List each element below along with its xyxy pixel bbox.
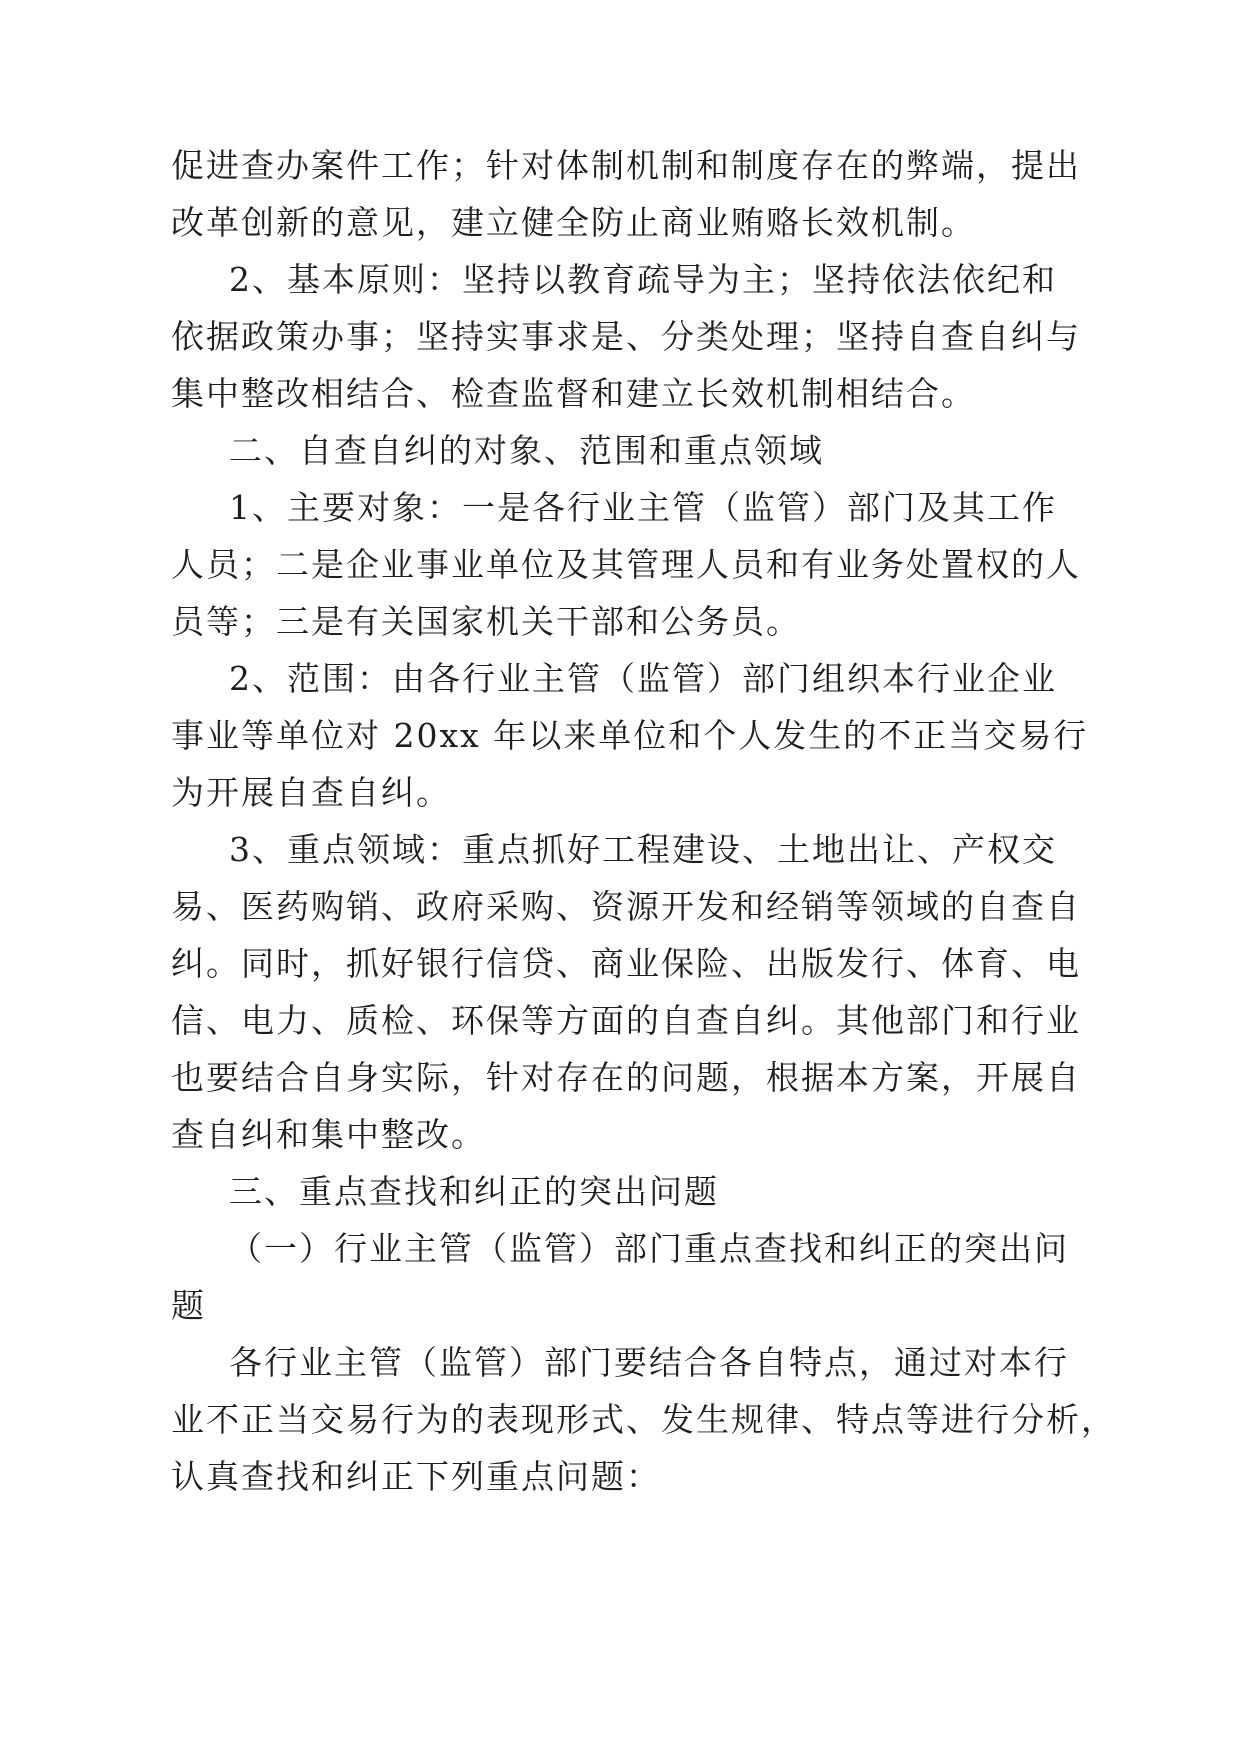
paragraph-line-17: 也要结合自身实际，针对存在的问题，根据本方案，开展自 — [171, 1058, 1081, 1097]
section-heading-3: 三、重点查找和纠正的突出问题 — [229, 1172, 719, 1211]
subsection-heading-1-cont: 题 — [171, 1286, 206, 1325]
paragraph-line-4: 依据政策办事；坚持实事求是、分类处理；坚持自查自纠与 — [171, 317, 1081, 356]
paragraph-line-12: 为开展自查自纠。 — [171, 773, 451, 812]
paragraph-line-11: 事业等单位对 20xx 年以来单位和个人发生的不正当交易行 — [171, 716, 1089, 755]
paragraph-line-3: 2、基本原则：坚持以教育疏导为主；坚持依法依纪和 — [229, 260, 1057, 299]
paragraph-line-13: 3、重点领域：重点抓好工程建设、土地出让、产权交 — [229, 830, 1057, 869]
paragraph-line-7: 1、主要对象：一是各行业主管（监管）部门及其工作 — [229, 488, 1057, 527]
paragraph-line-8: 人员；二是企业事业单位及其管理人员和有业务处置权的人 — [171, 545, 1081, 584]
section-heading-2: 二、自查自纠的对象、范围和重点领域 — [229, 431, 824, 470]
paragraph-line-10: 2、范围：由各行业主管（监管）部门组织本行业企业 — [229, 659, 1057, 698]
paragraph-line-9: 员等；三是有关国家机关干部和公务员。 — [171, 602, 801, 641]
subsection-heading-1: （一）行业主管（监管）部门重点查找和纠正的突出问 — [229, 1229, 1069, 1268]
paragraph-line-2: 改革创新的意见，建立健全防止商业贿赂长效机制。 — [171, 203, 976, 242]
paragraph-line-5: 集中整改相结合、检查监督和建立长效机制相结合。 — [171, 374, 976, 413]
paragraph-line-18: 查自纠和集中整改。 — [171, 1115, 486, 1154]
paragraph-line-14: 易、医药购销、政府采购、资源开发和经销等领域的自查自 — [171, 887, 1081, 926]
paragraph-line-1: 促进查办案件工作；针对体制机制和制度存在的弊端，提出 — [171, 146, 1081, 185]
paragraph-line-15: 纠。同时，抓好银行信贷、商业保险、出版发行、体育、电 — [171, 944, 1081, 983]
paragraph-line-22: 各行业主管（监管）部门要结合各自特点，通过对本行 — [229, 1343, 1069, 1382]
paragraph-line-23: 业不正当交易行为的表现形式、发生规律、特点等进行分析， — [171, 1400, 1116, 1439]
paragraph-line-16: 信、电力、质检、环保等方面的自查自纠。其他部门和行业 — [171, 1001, 1081, 1040]
paragraph-line-24: 认真查找和纠正下列重点问题： — [171, 1457, 661, 1496]
